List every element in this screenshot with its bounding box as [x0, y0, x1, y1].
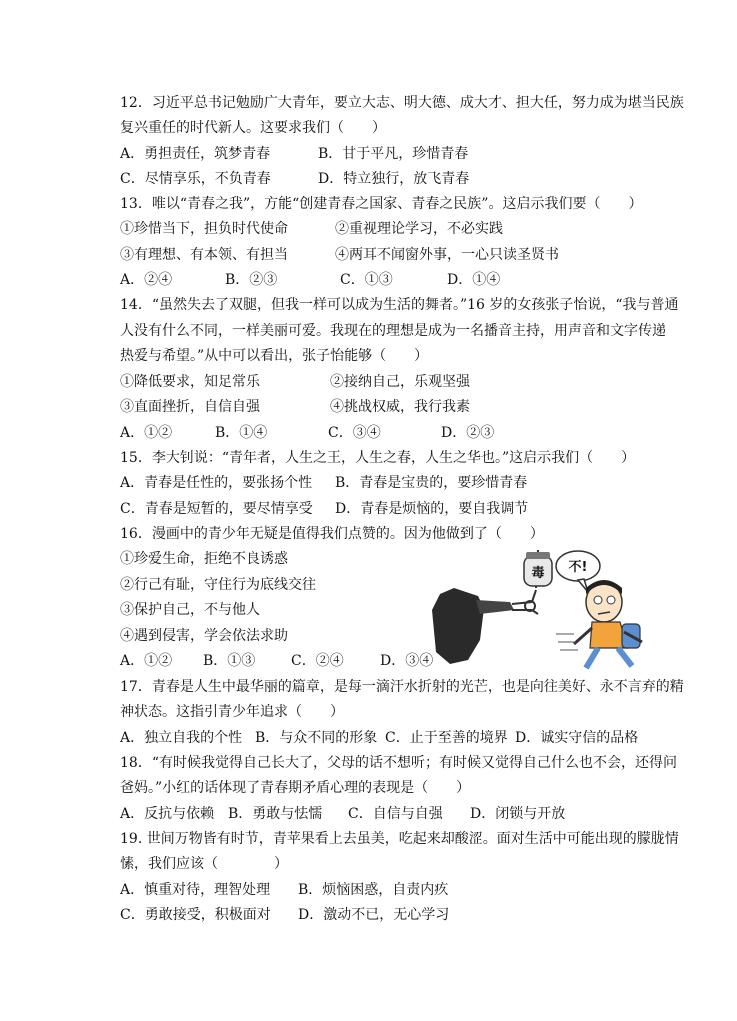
- question-19-option-a: A．慎重对待，理智处理: [120, 882, 271, 898]
- question-12-option-d: D．特立独行，放飞青春: [318, 171, 470, 187]
- question-18-line-2: 爸妈。”小红的话体现了青春期矛盾心理的表现是（ ）: [120, 780, 471, 796]
- question-15-option-b: B．青春是宝贵的，要珍惜青春: [335, 475, 528, 491]
- question-14-line-2: 人没有什么不同，一样美丽可爱。我现在的理想是成为一名播音主持，用声音和文字传递: [120, 323, 666, 339]
- question-16-line-1: 16．漫画中的青少年无疑是值得我们点赞的。因为他做到了（ ）: [120, 526, 544, 542]
- question-17-option-b: B．与众不同的形象: [255, 730, 378, 746]
- question-16-option-b: B．①③: [203, 653, 256, 669]
- question-17-line-2: 神状态。这指引青少年追求（ ）: [120, 704, 344, 720]
- question-15-option-d: D．青春是烦恼的，要自我调节: [335, 501, 529, 517]
- question-18-option-d: D．闭锁与开放: [470, 806, 566, 822]
- question-14-option-d: D．②③: [441, 425, 495, 441]
- boy-arm-left: [574, 628, 592, 644]
- question-17-line-1: 17．青春是人生中最华丽的篇章，是每一滴汗水折射的光芒，也是向往美好、永不言弃的精: [120, 679, 684, 695]
- question-18-option-b: B．勇敢与怯懦: [228, 806, 323, 822]
- question-18-line-1: 18．“有时候我觉得自己长大了，父母的话不想听；有时候又觉得自己什么也不会，还得问: [120, 755, 677, 771]
- question-13-option-b: B．②③: [225, 272, 278, 288]
- question-16-option-d: D．③④: [380, 653, 434, 669]
- boy-leg-left: [586, 648, 598, 668]
- question-12-option-a: A．勇担责任，筑梦青春: [120, 146, 271, 162]
- question-19-option-b: B．烦恼困惑，自责内疚: [298, 882, 449, 898]
- question-16-option-a: A．①②: [120, 653, 173, 669]
- question-17-option-d: D．诚实守信的品格: [515, 730, 639, 746]
- question-14-statement-1: ①降低要求，知足常乐: [120, 374, 260, 390]
- motion-lines: [556, 634, 578, 650]
- question-12-line-2: 复兴重任的时代新人。这要求我们（ ）: [120, 120, 386, 136]
- question-18-option-c: C．自信与自强: [348, 806, 443, 822]
- question-13-statement-1: ①珍惜当下，担负时代使命: [120, 221, 288, 237]
- question-19-option-d: D．激动不已，无心学习: [298, 907, 450, 923]
- question-14-option-a: A．①②: [120, 425, 173, 441]
- cloak-shape: [432, 588, 484, 664]
- question-16-statement-3: ③保护自己，不与他人: [120, 602, 260, 618]
- boy-eye-right: [607, 596, 615, 604]
- question-15-option-c: C．青春是短暂的，要尽情享受: [120, 501, 313, 517]
- question-17-option-c: C．止于至善的境界: [385, 730, 508, 746]
- question-15-line-1: 15．李大钊说：“青年者，人生之王，人生之春，人生之华也。”这启示我们（ ）: [120, 450, 636, 466]
- question-14-option-b: B．①④: [215, 425, 268, 441]
- question-13-statement-4: ④两耳不闻窗外事，一心只读圣贤书: [335, 247, 559, 263]
- question-16-statement-4: ④遇到侵害，学会依法求助: [120, 628, 288, 644]
- jar-lid: [526, 552, 550, 559]
- question-13-statement-2: ②重视理论学习，不必实践: [335, 221, 503, 237]
- question-13-option-c: C．①③: [340, 272, 393, 288]
- question-19-line-1: 19. 世间万物皆有时节，青苹果看上去虽美，吃起来却酸涩。面对生活中可能出现的朦胧情: [120, 831, 679, 847]
- sleeve-shape: [476, 600, 514, 614]
- question-17-option-a: A．独立自我的个性: [120, 730, 243, 746]
- jar-label: 毒: [531, 566, 545, 581]
- question-18-option-a: A．反抗与依赖: [120, 806, 215, 822]
- boy-leg-right: [618, 648, 632, 666]
- question-15-option-a: A．青春是任性的，要张扬个性: [120, 475, 313, 491]
- question-14-line-1: 14．“虽然失去了双腿，但我一样可以成为生活的舞者。”16 岁的女孩张子怡说，“我与普通: [120, 297, 679, 313]
- speech-text: 不!: [568, 560, 588, 575]
- question-16-statement-2: ②行己有耻，守住行为底线交往: [120, 577, 316, 593]
- question-12-line-1: 12．习近平总书记勉励广大青年，要立大志、明大德、成大才、担大任，努力成为堪当民族: [120, 95, 684, 111]
- question-19-line-2: 愫，我们应该（ ）: [120, 856, 288, 872]
- boy-eye-left: [594, 596, 602, 604]
- question-13-statement-3: ③有理想、有本领、有担当: [120, 247, 288, 263]
- skeleton-hand: [512, 590, 538, 614]
- question-12-option-b: B．甘于平凡，珍惜青春: [318, 146, 469, 162]
- question-16-option-c: C．②④: [291, 653, 344, 669]
- question-14-statement-4: ④挑战权威，我行我素: [330, 399, 470, 415]
- question-13-option-a: A．②④: [120, 272, 173, 288]
- question-14-statement-2: ②接纳自己，乐观坚强: [330, 374, 470, 390]
- question-14-option-c: C．③④: [328, 425, 381, 441]
- question-12-option-c: C．尽情享乐，不负青春: [120, 171, 271, 187]
- cartoon-illustration: [428, 548, 650, 673]
- question-13-line-1: 13．唯以“青春之我”，方能“创建青春之国家、青春之民族”。这启示我们要（ ）: [120, 196, 643, 212]
- question-14-line-3: 热爱与希望。”从中可以看出，张子怡能够（ ）: [120, 348, 429, 364]
- question-16-cartoon: [428, 548, 650, 673]
- question-13-option-d: D．①④: [447, 272, 501, 288]
- question-19-option-c: C．勇敢接受，积极面对: [120, 907, 271, 923]
- question-16-statement-1: ①珍爱生命，拒绝不良诱惑: [120, 551, 288, 567]
- question-14-statement-3: ③直面挫折，自信自强: [120, 399, 260, 415]
